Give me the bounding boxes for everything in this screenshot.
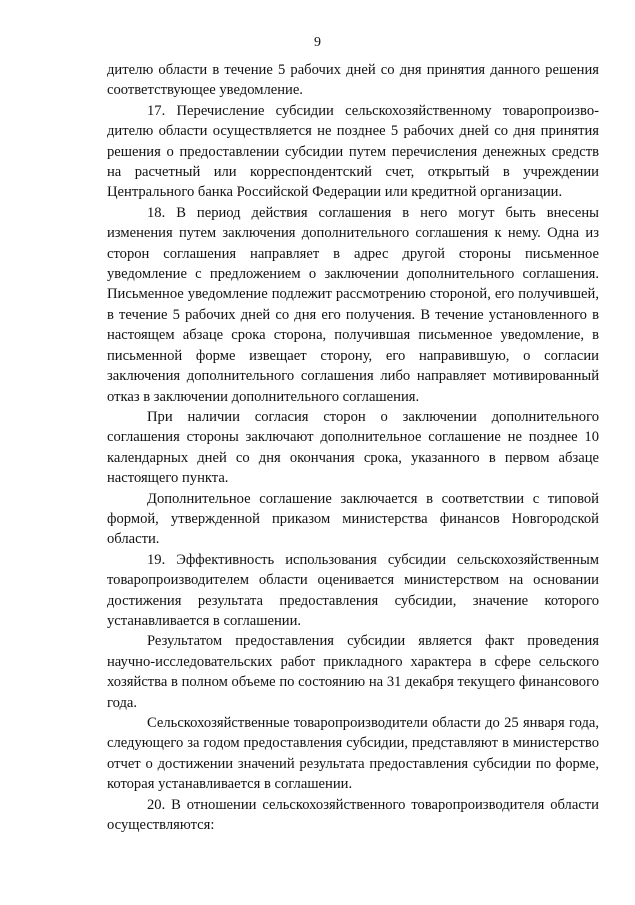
paragraph-item-19-report: Сельскохозяйственные товаропроизводители области до 25 января года, следующего за годом предоставления субсидии, представляют в министерство отчет о достижении значений результата предоставления субсидии по форме, которая устанавливается в соглашении.: [107, 715, 599, 793]
paragraph-item-18: 18. В период действия соглашения в него могут быть внесены изменения путем заключения дополнительного соглашения к нему. Одна из сторон соглашения направляет в адрес другой стороны письменное уведомление с предложением о заключении дополнительного соглашения. Письменное уведомление подлежит рассмотрению стороной, его получившей, в течение 5 рабочих дней со дня его получения. В течение установленного в настоящем абзаце срока сторона, получившая письменное уведомление, в письменной форме извещает сторону, его направившую, о согласии заключения дополнительного соглашения либо направляет мотивированный отказ в заключении дополнительного соглашения.: [107, 204, 599, 405]
paragraph-item-18-standard-form: Дополнительное соглашение заключается в соответствии с типовой формой, утвержденной приказом министерства финансов Новгородской области.: [107, 490, 599, 548]
document-body: [107, 60, 599, 835]
page-number: 9: [314, 35, 321, 50]
paragraph-item-19-result: Результатом предоставления субсидии является факт проведения научно-исследовательских работ прикладного характера в сфере сельского хозяйства в полном объеме по состоянию на 31 декабря текущего финансового года.: [107, 633, 599, 711]
paragraph-item-19: 19. Эффективность использования субсидии сельскохозяйственным товаропроизводителем области оценивается министерством на основании достижения результата предоставления субсидии, значение которого устанавливается в соглашении.: [107, 551, 599, 629]
paragraph-item-18-agreement-terms: При наличии согласия сторон о заключении дополнительного соглашения стороны заключают дополнительное соглашение не позднее 10 календарных дней со дня окончания срока, указанного в первом абзаце настоящего пункта.: [107, 408, 599, 487]
paragraph-item-17: 17. Перечисление субсидии сельскохозяйственному товаропроизво-дителю области осуществляется не позднее 5 рабочих дней со дня принятия решения о предоставлении субсидии путем перечисления денежных средств на расчетный или корреспондентский счет, открытый в учреждении Центрального банка Российской Федерации или кредитной организации.: [107, 102, 599, 201]
paragraph-item-20: 20. В отношении сельскохозяйственного товаропроизводителя области осуществляются:: [107, 796, 599, 834]
paragraph-continuation: дителю области в течение 5 рабочих дней со дня принятия данного решения соответствующее уведомление.: [107, 62, 599, 99]
